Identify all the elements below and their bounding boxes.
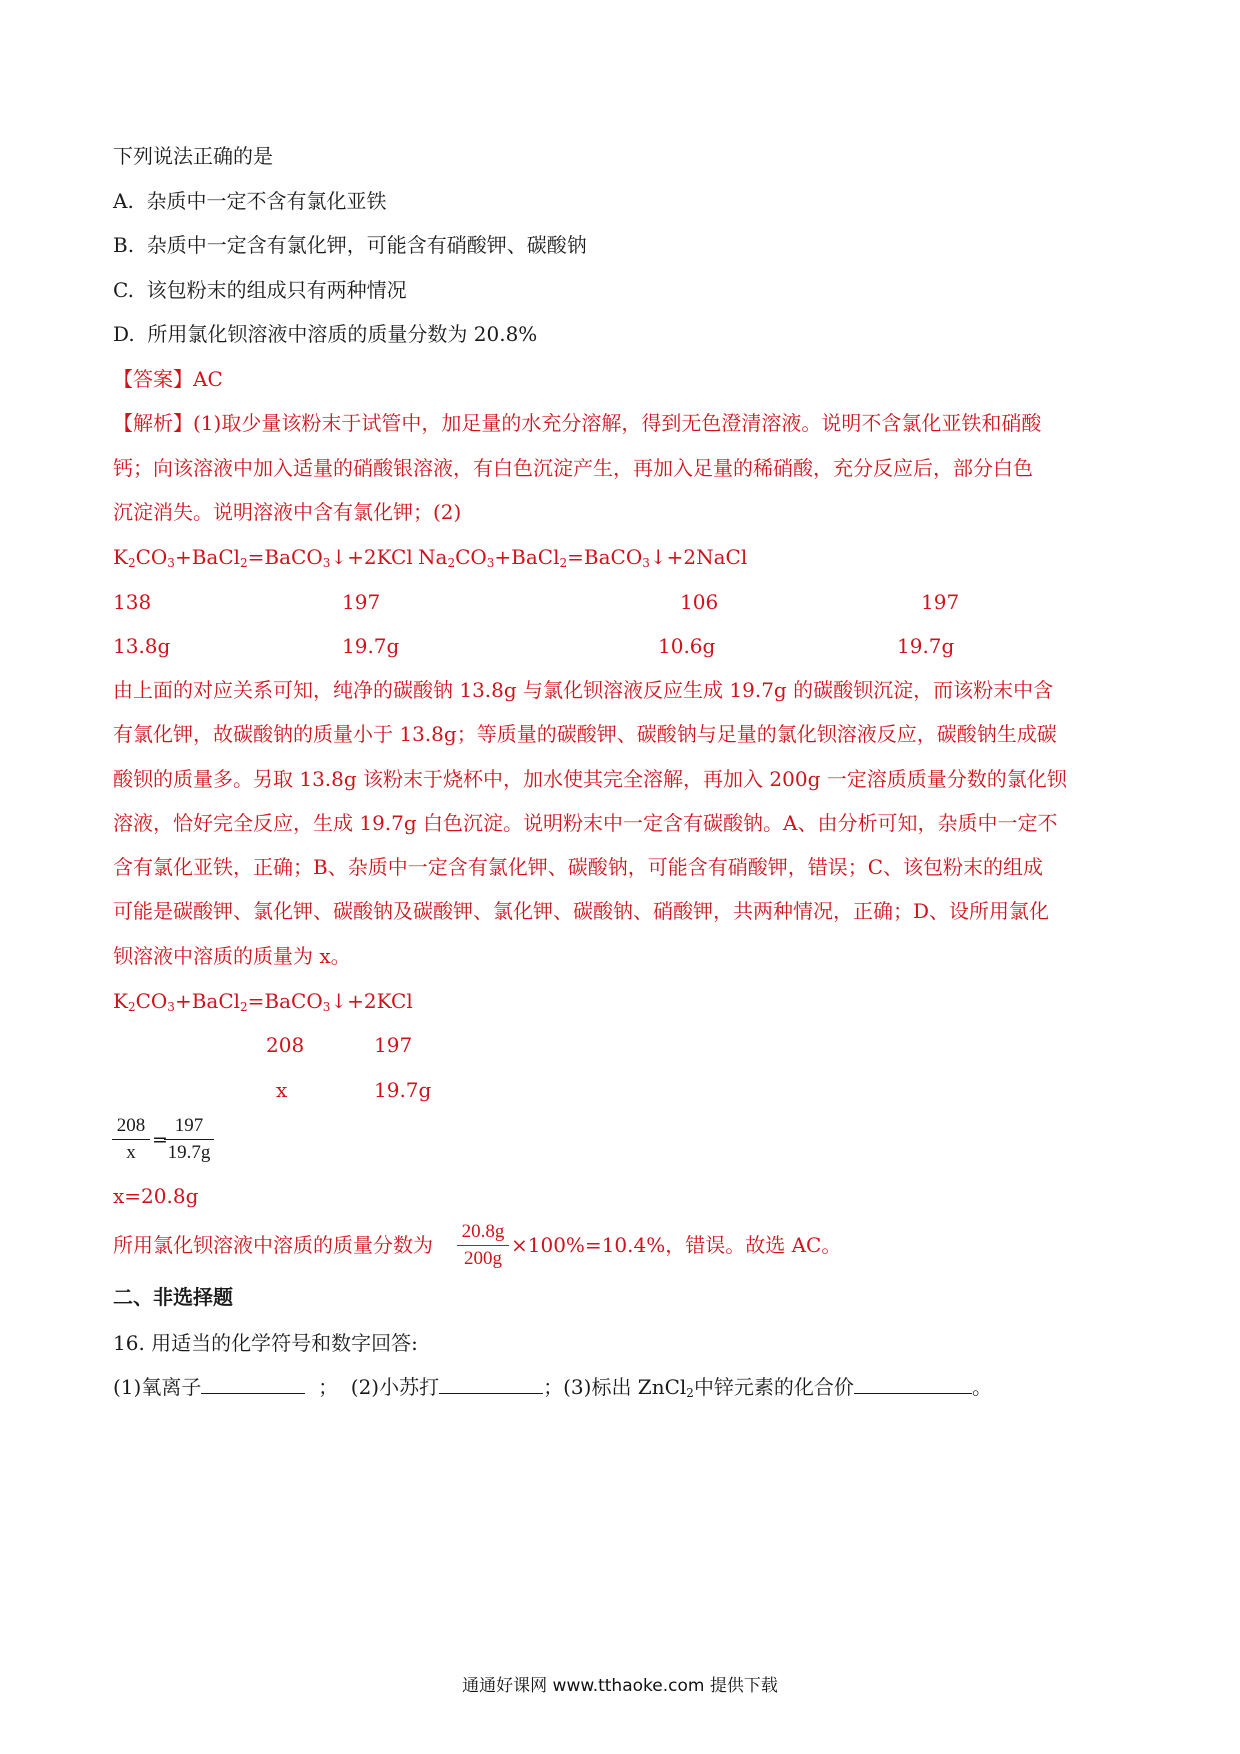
fraction-denominator: 200g <box>464 1248 502 1269</box>
fraction-numerator: 208 <box>112 1114 150 1140</box>
fraction-numerator: 20.8g <box>457 1220 509 1246</box>
mass-value: 10.6g <box>658 634 716 658</box>
section-title: 二、非选择题 <box>113 1285 233 1309</box>
result-line: x=20.8g <box>113 1184 199 1208</box>
proportion-right-fraction <box>164 1114 214 1165</box>
ratio-value: 106 <box>680 590 719 614</box>
option-b <box>113 232 1133 258</box>
answer-blank[interactable] <box>201 1375 305 1394</box>
option-letter: D. <box>113 322 135 346</box>
equation-na2co3: $Na_2CO_3+BaCl_2=BaCO_3↓+2NaCl$ <box>418 545 748 570</box>
ratio-value: 208 <box>266 1033 305 1057</box>
analysis-line-2: 钙；向该溶液中加入适量的硝酸银溶液，有白色沉淀产生，再加入足量的稀硝酸，充分反应后，部分白色 <box>113 456 1033 480</box>
proportion-left-fraction <box>112 1114 150 1165</box>
ratio-value: 197 <box>342 590 381 614</box>
q16-stem: 16. 用适当的化学符号和数字回答: <box>113 1331 418 1355</box>
analysis-para-line: 酸钡的质量多。另取 13.8g 该粉末于烧杯中，加水使其完全溶解，再加入 200g 一定溶质质量分数的氯化钡 <box>113 767 1067 791</box>
mass-value: x <box>276 1078 288 1102</box>
analysis-para-line: 由上面的对应关系可知，纯净的碳酸钠 13.8g 与氯化钡溶液反应生成 19.7g 的碳酸钡沉淀，而该粉末中含 <box>113 678 1054 702</box>
question-prompt: 下列说法正确的是 <box>113 144 273 168</box>
final-text-pre: 所用氯化钡溶液中溶质的质量分数为 <box>113 1233 433 1257</box>
option-text: 杂质中一定含有氯化钾，可能含有硝酸钾、碳酸钠 <box>146 233 587 257</box>
page-footer: 通通好课网 www.tthaoke.com 提供下载 <box>462 1676 778 1696</box>
option-text: 该包粉末的组成只有两种情况 <box>146 278 407 302</box>
analysis-label: 【解析】 <box>113 411 193 435</box>
option-a <box>113 188 1133 214</box>
option-text: 所用氯化钡溶液中溶质的质量分数为 20.8% <box>147 322 538 346</box>
equation-k2co3: $K_2CO_3+BaCl_2=BaCO_3↓+2KCl$ <box>113 545 413 570</box>
option-c <box>113 277 1133 303</box>
analysis-para-line: 可能是碳酸钾、氯化钾、碳酸钠及碳酸钾、氯化钾、碳酸钠、硝酸钾，共两种情况，正确；D、设所用氯化 <box>113 899 1050 923</box>
ratio-value: 138 <box>113 590 152 614</box>
mass-value: 19.7g <box>374 1078 432 1102</box>
ratio-value: 197 <box>374 1033 413 1057</box>
mass-value: 19.7g <box>897 634 955 658</box>
option-letter: C. <box>113 278 134 302</box>
analysis-para-line: 含有氯化亚铁，正确；B、杂质中一定含有氯化钾、碳酸钠，可能含有硝酸钾，错误；C、该包粉末的组成 <box>113 855 1043 879</box>
answer-label: 【答案】 <box>113 367 193 391</box>
equals-sign: = <box>152 1129 168 1151</box>
final-text-post: ×100%=10.4%，错误。故选 AC。 <box>511 1233 842 1257</box>
mass-value: 19.7g <box>342 634 400 658</box>
fraction-numerator: 197 <box>164 1114 214 1140</box>
fraction-denominator: 19.7g <box>167 1142 211 1163</box>
final-fraction <box>457 1220 509 1271</box>
ratio-value: 197 <box>921 590 960 614</box>
mass-value: 13.8g <box>113 634 171 658</box>
analysis-text: (1)取少量该粉末于试管中，加足量的水充分溶解，得到无色澄清溶液。说明不含氯化亚铁和硝酸 <box>193 411 1042 435</box>
equation-k2co3-second: $K_2CO_3+BaCl_2=BaCO_3↓+2KCl$ <box>113 989 413 1014</box>
option-d <box>113 321 1133 347</box>
answer-blank[interactable] <box>854 1375 972 1394</box>
option-letter: A. <box>113 189 134 213</box>
analysis-line-1 <box>113 410 1133 436</box>
answer-line <box>113 366 1133 392</box>
q16-parts: (1)氧离子 ； (2)小苏打 ；(3)标出 ZnCl$_2$中锌元素的化合价 。 <box>113 1375 992 1400</box>
option-letter: B. <box>113 233 135 257</box>
analysis-para-line: 钡溶液中溶质的质量为 x。 <box>113 944 351 968</box>
analysis-line-3: 沉淀消失。说明溶液中含有氯化钾；(2) <box>113 500 462 524</box>
analysis-para-line: 溶液，恰好完全反应，生成 19.7g 白色沉淀。说明粉末中一定含有碳酸钠。A、由分析可知，杂质中一定不 <box>113 811 1058 835</box>
answer-value: AC <box>193 367 223 391</box>
option-text: 杂质中一定不含有氯化亚铁 <box>146 189 387 213</box>
answer-blank[interactable] <box>439 1375 543 1394</box>
fraction-denominator: x <box>126 1142 136 1163</box>
analysis-para-line: 有氯化钾，故碳酸钠的质量小于 13.8g；等质量的碳酸钾、碳酸钠与足量的氯化钡溶液反应，碳酸钠生成碳 <box>113 722 1057 746</box>
